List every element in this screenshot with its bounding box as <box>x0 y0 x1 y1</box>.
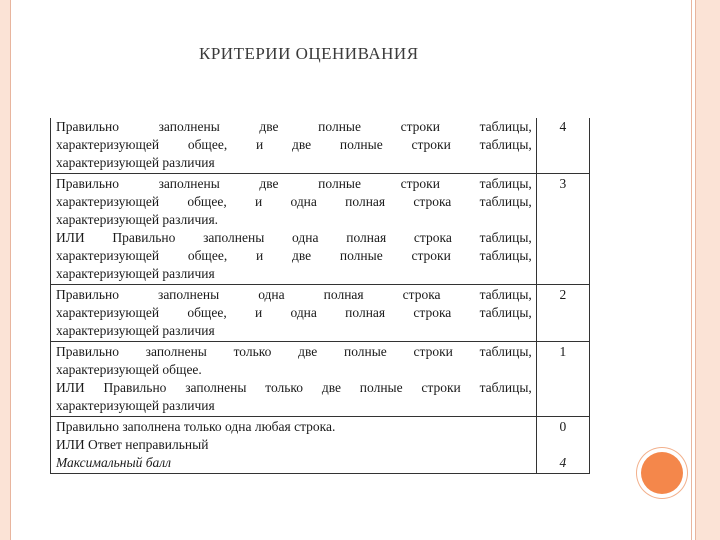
criterion-score: 0 <box>559 419 567 434</box>
table-row <box>51 342 590 417</box>
criterion-score: 3 <box>536 174 589 285</box>
right-frame-line <box>695 0 696 540</box>
criterion-score: 4 <box>536 118 589 174</box>
table-row <box>51 118 590 174</box>
criterion-line: характеризующей общее, и одна полная строка таблицы, <box>56 194 532 209</box>
criterion-description <box>51 417 537 474</box>
criteria-table <box>50 118 590 474</box>
criterion-line: характеризующей общее, и одна полная строка таблицы, <box>56 305 532 320</box>
criterion-line: Правильно заполнены две полные строки таблицы, <box>56 176 532 191</box>
criterion-line: характеризующей различия. <box>56 212 219 227</box>
criterion-line: Правильно заполнены только две полные строки таблицы, <box>56 344 532 359</box>
criterion-score: 1 <box>536 342 589 417</box>
criterion-line: ИЛИ Правильно заполнены только две полные строки таблицы, <box>56 380 532 395</box>
criterion-line: характеризующей различия <box>56 323 215 338</box>
criterion-line: характеризующей общее, и две полные строки таблицы, <box>56 248 532 263</box>
criterion-score: 2 <box>536 285 589 342</box>
criterion-line: Правильно заполнены две полные строки таблицы, <box>56 119 532 134</box>
criterion-line: характеризующей различия <box>56 398 215 413</box>
slide-title: КРИТЕРИИ ОЦЕНИВАНИЯ <box>199 44 419 63</box>
left-frame-line <box>10 0 11 540</box>
left-frame-band <box>0 0 10 540</box>
right-frame-line-inner <box>691 0 692 540</box>
decorative-orange-circle <box>641 452 683 494</box>
criterion-score-cell <box>536 417 589 474</box>
criterion-description <box>51 118 537 174</box>
right-frame-band <box>696 0 720 540</box>
criterion-line: характеризующей общее. <box>56 362 202 377</box>
criterion-line: характеризующей различия <box>56 155 215 170</box>
criterion-line: Правильно заполнена только одна любая строка. <box>56 419 336 434</box>
criterion-line: характеризующей различия <box>56 266 215 281</box>
table-row <box>51 174 590 285</box>
criterion-line: Правильно заполнены одна полная строка таблицы, <box>56 287 532 302</box>
criterion-line: ИЛИ Правильно заполнены одна полная строка таблицы, <box>56 230 532 245</box>
criterion-description <box>51 174 537 285</box>
table-row <box>51 285 590 342</box>
max-score-value: 4 <box>559 455 567 470</box>
criterion-description <box>51 285 537 342</box>
max-score-label: Максимальный балл <box>56 455 172 470</box>
criterion-line: характеризующей общее, и две полные строки таблицы, <box>56 137 532 152</box>
criterion-line: ИЛИ Ответ неправильный <box>56 437 209 452</box>
criterion-description <box>51 342 537 417</box>
table-row <box>51 417 590 474</box>
